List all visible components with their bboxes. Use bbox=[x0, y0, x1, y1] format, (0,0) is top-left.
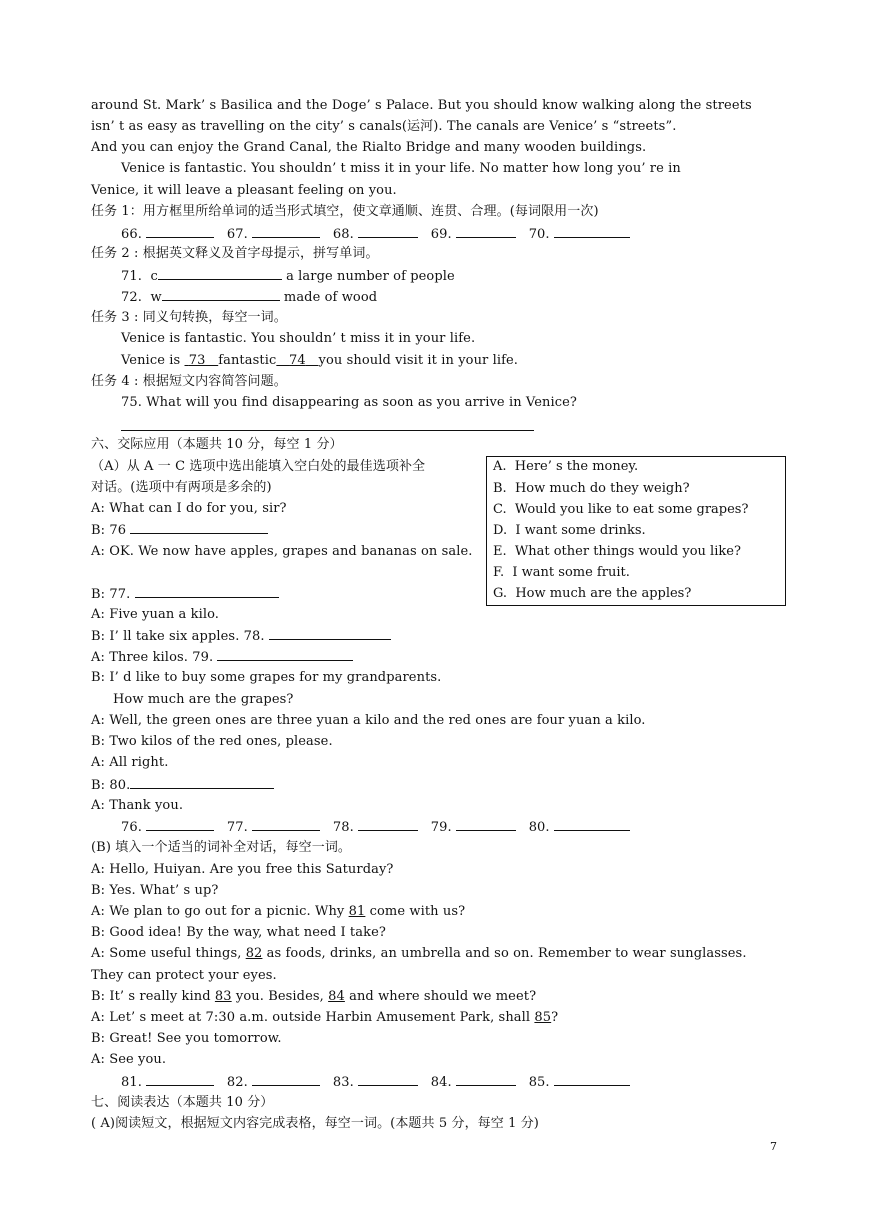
page-number: 7 bbox=[770, 1140, 777, 1153]
dialogue-line-11: B: Two kilos of the red ones, please. bbox=[91, 734, 333, 749]
dialogue-line-10: A: Well, the green ones are three yuan a kilo and the red ones are four yuan a kilo. bbox=[91, 713, 646, 728]
section6-partA-line1: （A）从 A 一 C 选项中选出能填入空白处的最佳选项补全 bbox=[91, 459, 426, 474]
partB-line-6: They can protect your eyes. bbox=[91, 968, 277, 983]
dialogue-line-7: A: Three kilos. 79. bbox=[91, 649, 353, 666]
dialogue-line-3: A: OK. We now have apples, grapes and bananas on sale. bbox=[91, 544, 473, 559]
option-c: C. Would you like to eat some grapes? bbox=[493, 502, 749, 517]
passage-line-5: Venice, it will leave a pleasant feeling on you. bbox=[91, 183, 397, 198]
dialogue-line-1: A: What can I do for you, sir? bbox=[91, 501, 287, 516]
task4-title: 任务 4 : 根据短文内容简答问题。 bbox=[91, 374, 287, 389]
passage-line-1: around St. Mark’ s Basilica and the Doge’ s Palace. But you should know walking along the streets bbox=[91, 98, 752, 113]
task2-q72: 72. w made of wood bbox=[121, 290, 378, 305]
option-b: B. How much do they weigh? bbox=[493, 481, 690, 496]
option-g: G. How much are the apples? bbox=[493, 586, 692, 601]
partB-line-8: A: Let’ s meet at 7:30 a.m. outside Harbin Amusement Park, shall 85? bbox=[91, 1010, 559, 1025]
partB-title: (B) 填入一个适当的词补全对话，每空一词。 bbox=[91, 840, 352, 855]
task2-title: 任务 2 : 根据英文释义及首字母提示，拼写单词。 bbox=[91, 246, 379, 261]
partB-line-10: A: See you. bbox=[91, 1052, 167, 1067]
partB-line-9: B: Great! See you tomorrow. bbox=[91, 1031, 282, 1046]
task1-title: 任务 1：用方框里所给单词的适当形式填空，使文章通顺、连贯、合理。(每词限用一次) bbox=[91, 204, 599, 219]
option-e: E. What other things would you like? bbox=[493, 544, 741, 559]
partB-blanks: 81. 82. 83. 84. 85. bbox=[121, 1074, 630, 1091]
option-a: A. Here’ s the money. bbox=[493, 459, 639, 474]
task3-rewrite: Venice is 73 fantastic 74 you should visit it in your life. bbox=[121, 353, 519, 368]
partB-line-1: A: Hello, Huiyan. Are you free this Saturday? bbox=[91, 862, 394, 877]
section6-title: 六、交际应用（本题共 10 分，每空 1 分） bbox=[91, 437, 343, 452]
dialogue-line-13: B: 80. bbox=[91, 777, 274, 794]
dialogue-line-12: A: All right. bbox=[91, 755, 169, 770]
dialogue-line-4: B: 77. bbox=[91, 586, 279, 603]
task4-q75: 75. What will you find disappearing as soon as you arrive in Venice? bbox=[121, 395, 577, 410]
option-d: D. I want some drinks. bbox=[493, 523, 646, 538]
option-f: F. I want some fruit. bbox=[493, 565, 630, 580]
dialogue-line-14: A: Thank you. bbox=[91, 798, 184, 813]
task3-title: 任务 3 : 同义句转换，每空一词。 bbox=[91, 310, 287, 325]
partB-line-7: B: It’ s really kind 83 you. Besides, 84 and where should we meet? bbox=[91, 989, 537, 1004]
partB-line-5: A: Some useful things, 82 as foods, drinks, an umbrella and so on. Remember to wear sunglasses. bbox=[91, 946, 747, 961]
dialogue-line-2: B: 76 bbox=[91, 522, 268, 539]
section6-partA-line2: 对话。(选项中有两项是多余的) bbox=[91, 480, 272, 495]
task2-q71: 71. c a large number of people bbox=[121, 269, 455, 284]
section7-title: 七、阅读表达（本题共 10 分） bbox=[91, 1095, 274, 1110]
dialogue-line-9: How much are the grapes? bbox=[113, 692, 294, 707]
task4-answer-line bbox=[121, 430, 534, 431]
passage-line-4: Venice is fantastic. You shouldn’ t miss it in your life. No matter how long you’ re in bbox=[121, 161, 681, 176]
dialogue-line-5: A: Five yuan a kilo. bbox=[91, 607, 220, 622]
passage-line-2: isn’ t as easy as travelling on the city’ s canals(运河). The canals are Venice’ s “streets”. bbox=[91, 119, 677, 134]
section6-blanks: 76. 77. 78. 79. 80. bbox=[121, 819, 630, 836]
partB-line-4: B: Good idea! By the way, what need I take? bbox=[91, 925, 386, 940]
partB-line-3: A: We plan to go out for a picnic. Why 81 come with us? bbox=[91, 904, 466, 919]
task3-original: Venice is fantastic. You shouldn’ t miss it in your life. bbox=[121, 331, 476, 346]
partB-line-2: B: Yes. What’ s up? bbox=[91, 883, 219, 898]
task1-blanks: 66. 67. 68. 69. 70. bbox=[121, 226, 630, 243]
dialogue-line-8: B: I’ d like to buy some grapes for my grandparents. bbox=[91, 670, 442, 685]
dialogue-line-6: B: I’ ll take six apples. 78. bbox=[91, 628, 391, 645]
passage-line-3: And you can enjoy the Grand Canal, the Rialto Bridge and many wooden buildings. bbox=[91, 140, 647, 155]
section7-partA: ( A)阅读短文，根据短文内容完成表格，每空一词。(本题共 5 分，每空 1 分) bbox=[91, 1116, 539, 1131]
